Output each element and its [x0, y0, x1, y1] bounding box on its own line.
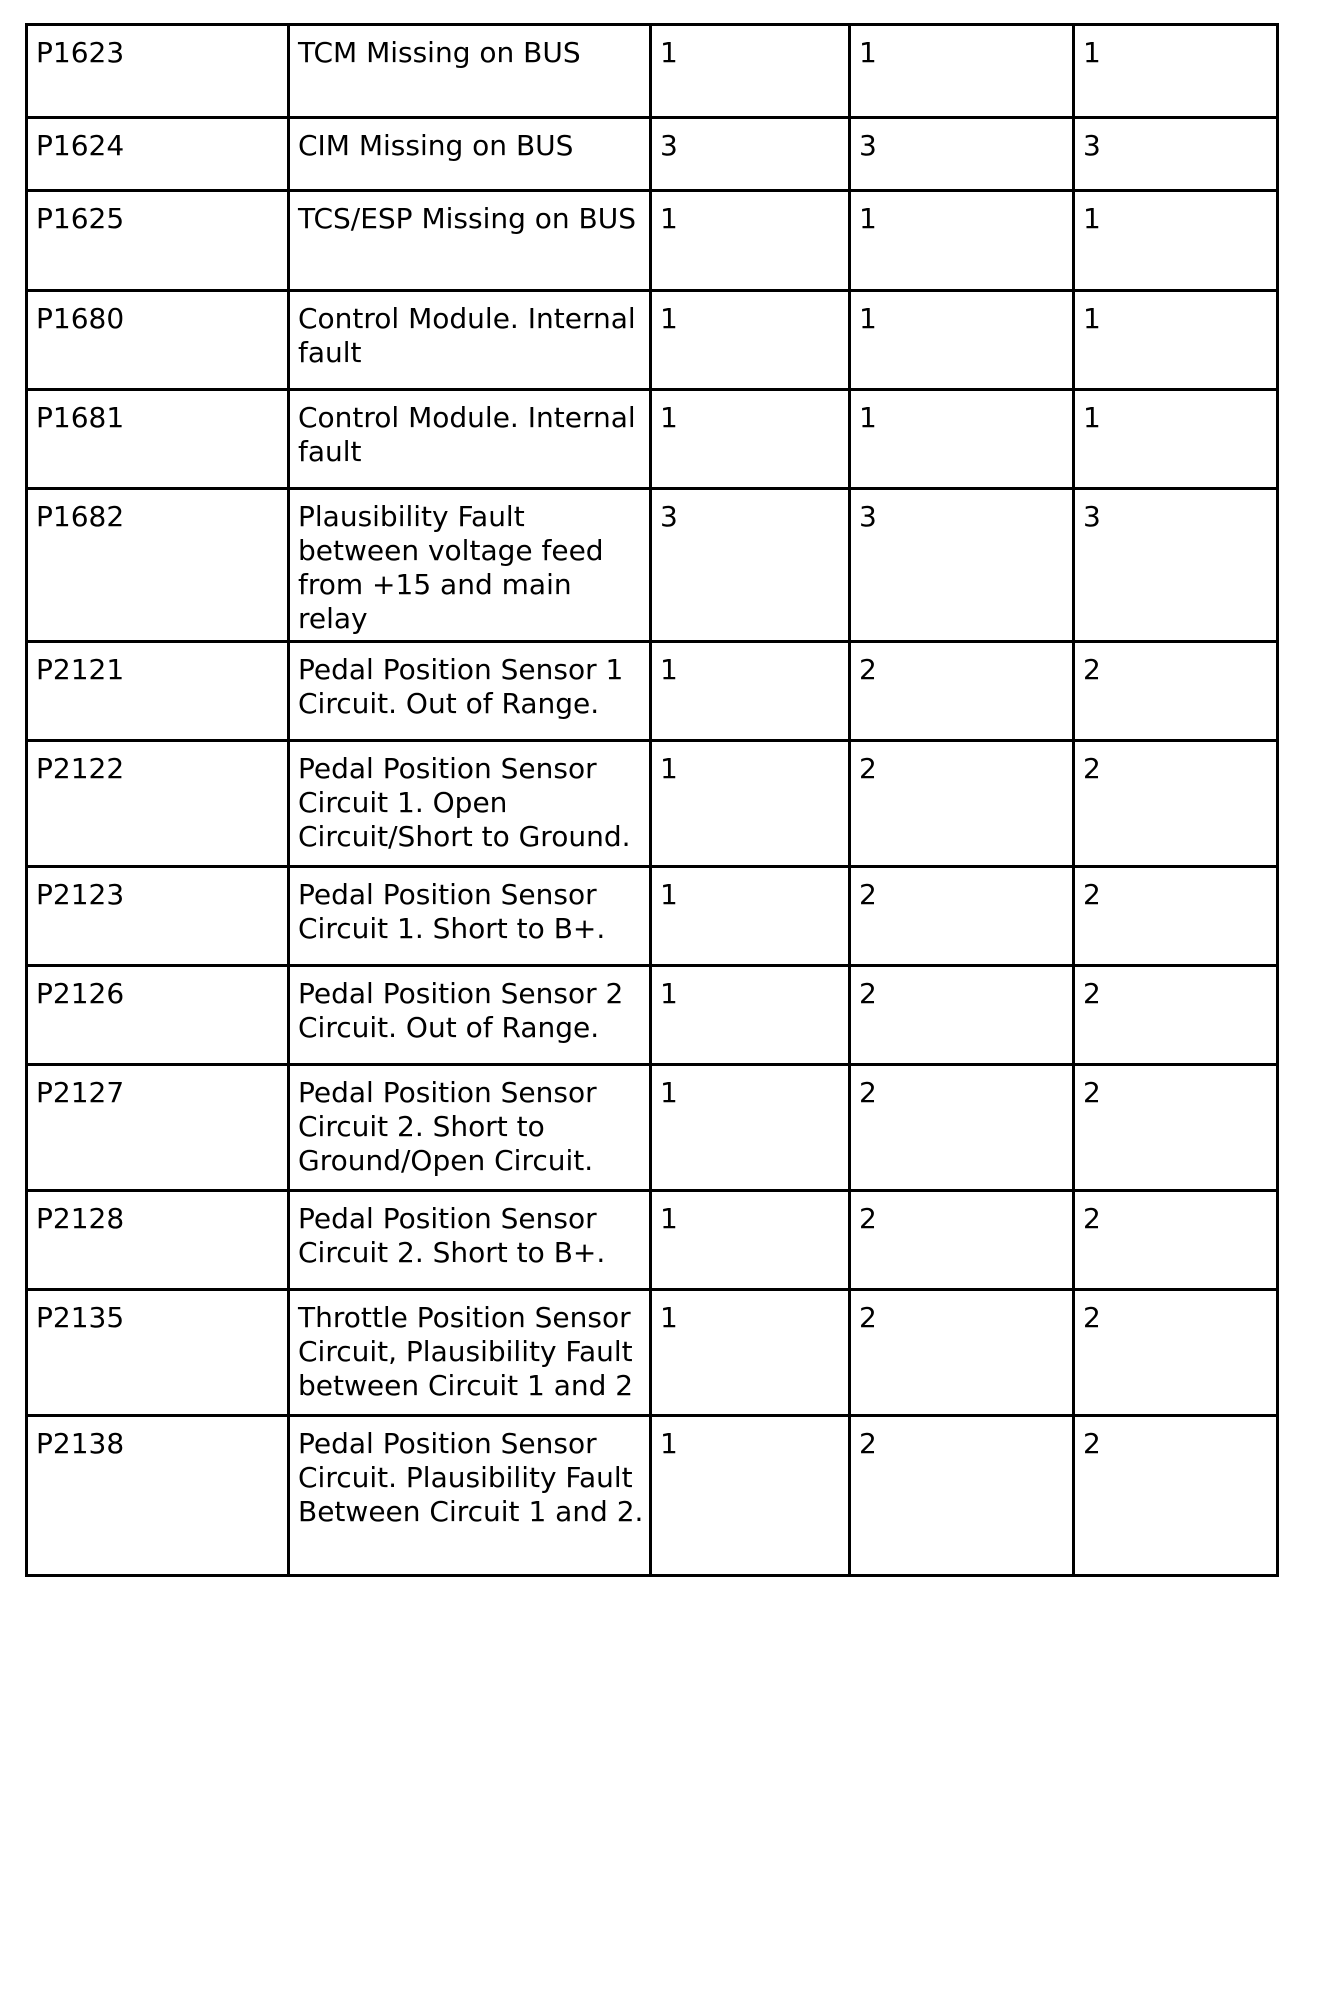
value-cell-2: 3	[850, 118, 1074, 191]
table-row	[27, 867, 1278, 966]
value-cell-1: 1	[651, 741, 850, 867]
value-cell-1: 3	[651, 118, 850, 191]
fault-description-cell: TCS/ESP Missing on BUS	[289, 191, 651, 291]
value-cell-3: 2	[1074, 741, 1278, 867]
fault-description-cell: Pedal Position Sensor Circuit 2. Short to Ground/Open Circuit.	[289, 1065, 651, 1191]
fault-code-cell: P2135	[27, 1290, 289, 1416]
fault-code-cell: P2122	[27, 741, 289, 867]
fault-code-cell: P2128	[27, 1191, 289, 1290]
value-cell-1: 1	[651, 25, 850, 118]
fault-description-cell: Pedal Position Sensor Circuit 1. Open Circuit/Short to Ground.	[289, 741, 651, 867]
value-cell-3: 2	[1074, 1065, 1278, 1191]
value-cell-3: 2	[1074, 867, 1278, 966]
value-cell-1: 3	[651, 489, 850, 642]
value-cell-1: 1	[651, 966, 850, 1065]
value-cell-1: 1	[651, 1290, 850, 1416]
fault-description-cell: Pedal Position Sensor Circuit. Plausibility Fault Between Circuit 1 and 2.	[289, 1416, 651, 1576]
value-cell-1: 1	[651, 1065, 850, 1191]
table-row	[27, 291, 1278, 390]
table-row	[27, 1065, 1278, 1191]
value-cell-1: 1	[651, 390, 850, 489]
value-cell-1: 1	[651, 191, 850, 291]
table-row	[27, 25, 1278, 118]
value-cell-2: 2	[850, 1191, 1074, 1290]
fault-code-cell: P2123	[27, 867, 289, 966]
fault-description-cell: Control Module. Internal fault	[289, 390, 651, 489]
table-row	[27, 1416, 1278, 1576]
value-cell-2: 1	[850, 390, 1074, 489]
value-cell-1: 1	[651, 1191, 850, 1290]
fault-description-cell: Throttle Position Sensor Circuit, Plausibility Fault between Circuit 1 and 2	[289, 1290, 651, 1416]
fault-description-cell: Pedal Position Sensor 2 Circuit. Out of Range.	[289, 966, 651, 1065]
fault-description-cell: Pedal Position Sensor Circuit 2. Short to B+.	[289, 1191, 651, 1290]
fault-code-cell: P2126	[27, 966, 289, 1065]
value-cell-2: 1	[850, 291, 1074, 390]
dtc-table	[25, 23, 1279, 1577]
table-row	[27, 966, 1278, 1065]
fault-code-cell: P2138	[27, 1416, 289, 1576]
fault-code-cell: P1681	[27, 390, 289, 489]
fault-code-cell: P1680	[27, 291, 289, 390]
value-cell-2: 2	[850, 741, 1074, 867]
value-cell-3: 1	[1074, 191, 1278, 291]
fault-code-cell: P2121	[27, 642, 289, 741]
value-cell-1: 1	[651, 291, 850, 390]
fault-code-cell: P1682	[27, 489, 289, 642]
table-row	[27, 118, 1278, 191]
value-cell-3: 3	[1074, 489, 1278, 642]
fault-description-cell: Control Module. Internal fault	[289, 291, 651, 390]
value-cell-3: 2	[1074, 1191, 1278, 1290]
fault-description-cell: Pedal Position Sensor 1 Circuit. Out of Range.	[289, 642, 651, 741]
value-cell-3: 1	[1074, 390, 1278, 489]
fault-code-cell: P1623	[27, 25, 289, 118]
value-cell-3: 3	[1074, 118, 1278, 191]
value-cell-2: 2	[850, 1065, 1074, 1191]
value-cell-2: 1	[850, 25, 1074, 118]
dtc-table-body	[27, 25, 1278, 1576]
value-cell-2: 2	[850, 642, 1074, 741]
table-row	[27, 1290, 1278, 1416]
value-cell-2: 2	[850, 966, 1074, 1065]
value-cell-1: 1	[651, 642, 850, 741]
fault-description-cell: TCM Missing on BUS	[289, 25, 651, 118]
fault-description-cell: Pedal Position Sensor Circuit 1. Short to B+.	[289, 867, 651, 966]
value-cell-1: 1	[651, 867, 850, 966]
table-row	[27, 390, 1278, 489]
fault-description-cell: CIM Missing on BUS	[289, 118, 651, 191]
value-cell-2: 1	[850, 191, 1074, 291]
table-row	[27, 642, 1278, 741]
value-cell-1: 1	[651, 1416, 850, 1576]
table-row	[27, 741, 1278, 867]
table-row	[27, 489, 1278, 642]
value-cell-3: 2	[1074, 1416, 1278, 1576]
value-cell-3: 2	[1074, 966, 1278, 1065]
value-cell-2: 3	[850, 489, 1074, 642]
fault-code-cell: P2127	[27, 1065, 289, 1191]
value-cell-3: 2	[1074, 1290, 1278, 1416]
fault-code-cell: P1625	[27, 191, 289, 291]
value-cell-2: 2	[850, 867, 1074, 966]
table-row	[27, 191, 1278, 291]
fault-description-cell: Plausibility Fault between voltage feed from +15 and main relay	[289, 489, 651, 642]
value-cell-2: 2	[850, 1416, 1074, 1576]
value-cell-3: 2	[1074, 642, 1278, 741]
table-row	[27, 1191, 1278, 1290]
value-cell-2: 2	[850, 1290, 1074, 1416]
fault-code-cell: P1624	[27, 118, 289, 191]
value-cell-3: 1	[1074, 25, 1278, 118]
value-cell-3: 1	[1074, 291, 1278, 390]
